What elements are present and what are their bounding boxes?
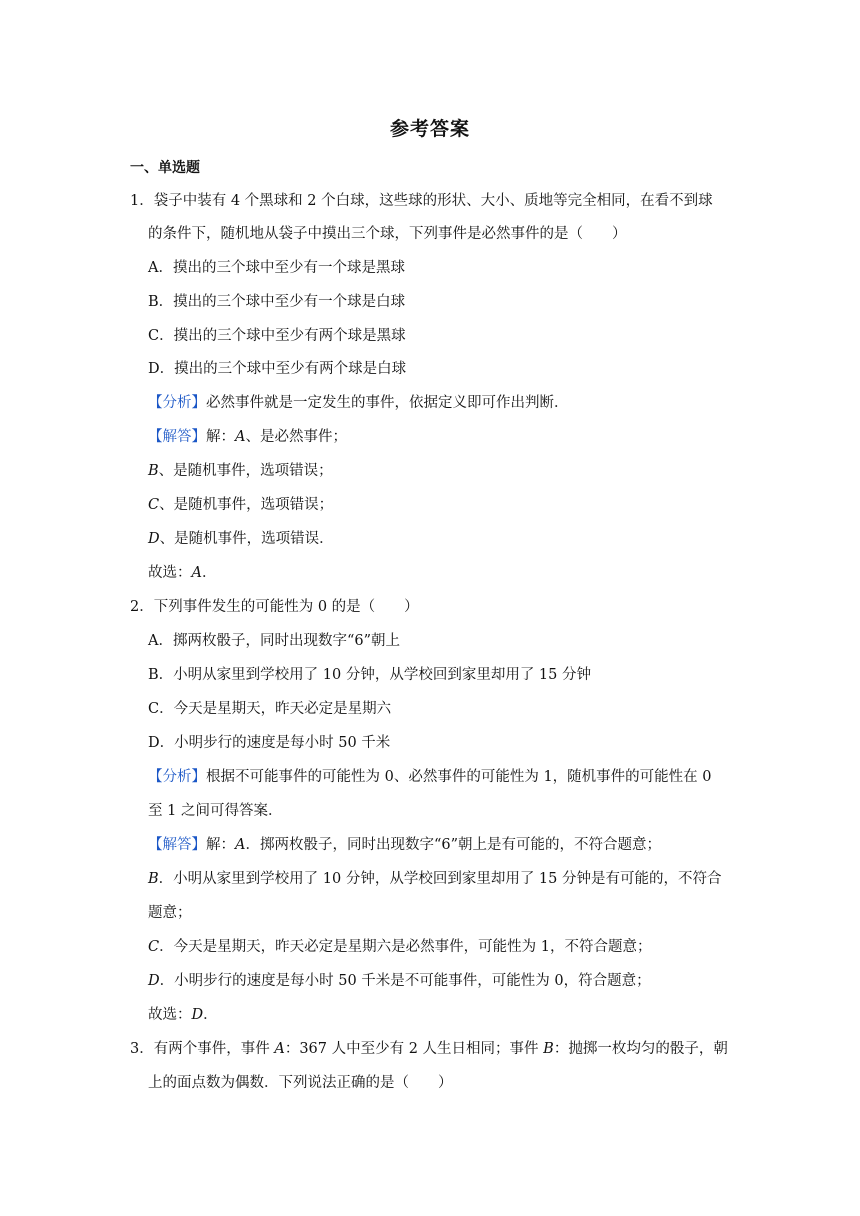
q1-stem-line-2: 的条件下，随机地从袋子中摸出三个球，下列事件是必然事件的是（ ） bbox=[148, 226, 627, 242]
option-letter: B bbox=[148, 871, 159, 887]
q2-option-d: D．小明步行的速度是每小时 50 千米 bbox=[148, 735, 391, 751]
answer-end: ． bbox=[203, 1007, 218, 1023]
q3-text: 3．有两个事件，事件 bbox=[130, 1041, 275, 1057]
q2-analysis-line-1 bbox=[148, 767, 712, 787]
q2-solution-line-4 bbox=[148, 937, 651, 957]
q2-option-c: C．今天是星期天，昨天必定是星期六 bbox=[148, 701, 392, 717]
q2-solution-line-2 bbox=[148, 869, 722, 889]
solution-text: ．掷两枚骰子，同时出现数字“6”朝上是有可能的，不符合题意； bbox=[245, 837, 662, 853]
q1-stem-line-1: 1．袋子中装有 4 个黑球和 2 个白球，这些球的形状、大小、质地等完全相同，在看不到球 bbox=[130, 193, 713, 209]
answer-label: 故选： bbox=[148, 1007, 192, 1023]
q2-stem: 2．下列事件发生的可能性为 0 的是（ ） bbox=[130, 599, 419, 615]
q1-analysis bbox=[148, 393, 569, 413]
q2-option-a: A．掷两枚骰子，同时出现数字“6”朝上 bbox=[148, 633, 401, 649]
analysis-tag: 【分析】 bbox=[148, 395, 206, 411]
event-a-label: A bbox=[274, 1041, 285, 1057]
event-b-label: B bbox=[543, 1041, 554, 1057]
option-letter: A bbox=[235, 837, 246, 853]
solution-text: 、是随机事件，选项错误； bbox=[158, 463, 333, 479]
option-letter: D bbox=[148, 973, 160, 989]
q2-solution-line-3: 题意； bbox=[148, 905, 192, 921]
solution-tag: 【解答】 bbox=[148, 837, 206, 853]
q1-option-a: A．摸出的三个球中至少有一个球是黑球 bbox=[148, 260, 405, 276]
q1-solution-line-2 bbox=[148, 461, 333, 481]
answer-end: ． bbox=[201, 565, 217, 581]
q3-text: ：367 人中至少有 2 人生日相同；事件 bbox=[284, 1041, 544, 1057]
solution-text: ．今天是星期天，昨天必定是星期六是必然事件，可能性为 1，不符合题意； bbox=[159, 939, 652, 955]
answer-letter: D bbox=[191, 1007, 204, 1023]
solution-text: 解： bbox=[206, 429, 235, 445]
analysis-text: 根据不可能事件的可能性为 0、必然事件的可能性为 1，随机事件的可能性在 0 bbox=[206, 769, 712, 785]
option-letter: B bbox=[148, 463, 159, 479]
q1-option-b: B．摸出的三个球中至少有一个球是白球 bbox=[148, 294, 406, 310]
q1-solution-line-1 bbox=[148, 427, 347, 447]
q1-answer bbox=[148, 563, 216, 583]
q2-answer bbox=[148, 1005, 218, 1025]
solution-text: 解： bbox=[206, 837, 235, 853]
option-letter: A bbox=[235, 429, 246, 445]
q1-solution-line-3 bbox=[148, 495, 333, 515]
solution-tag: 【解答】 bbox=[148, 429, 206, 445]
q3-stem-line-2: 上的面点数为偶数．下列说法正确的是（ ） bbox=[148, 1075, 453, 1091]
q2-solution-line-5 bbox=[148, 971, 651, 991]
solution-text: ．小明步行的速度是每小时 50 千米是不可能事件，可能性为 0，符合题意； bbox=[159, 973, 651, 989]
answer-label: 故选： bbox=[148, 565, 192, 581]
q3-stem-line-1 bbox=[130, 1039, 728, 1059]
q2-solution-line-1 bbox=[148, 835, 661, 855]
analysis-tag: 【分析】 bbox=[148, 769, 206, 785]
section-heading: 一、单选题 bbox=[130, 160, 200, 176]
option-letter: C bbox=[148, 939, 160, 955]
q3-text: ：抛掷一枚均匀的骰子，朝 bbox=[553, 1041, 728, 1057]
option-letter: C bbox=[148, 497, 160, 513]
q2-analysis-line-2: 至 1 之间可得答案． bbox=[148, 803, 283, 819]
q2-option-b: B．小明从家里到学校用了 10 分钟，从学校回到家里却用了 15 分钟 bbox=[148, 667, 591, 683]
page-title: 参考答案 bbox=[389, 118, 470, 140]
solution-text: ．小明从家里到学校用了 10 分钟，从学校回到家里却用了 15 分钟是有可能的，不符合 bbox=[158, 871, 722, 887]
q1-solution-line-4 bbox=[148, 529, 334, 549]
solution-text: 、是必然事件； bbox=[245, 429, 347, 445]
analysis-text: 必然事件就是一定发生的事件，依据定义即可作出判断． bbox=[206, 395, 569, 411]
answer-letter: A bbox=[191, 565, 202, 581]
option-letter: D bbox=[148, 531, 160, 547]
q1-option-c: C．摸出的三个球中至少有两个球是黑球 bbox=[148, 328, 406, 344]
q1-option-d: D．摸出的三个球中至少有两个球是白球 bbox=[148, 361, 407, 377]
solution-text: 、是随机事件，选项错误． bbox=[159, 531, 334, 547]
solution-text: 、是随机事件，选项错误； bbox=[159, 497, 334, 513]
